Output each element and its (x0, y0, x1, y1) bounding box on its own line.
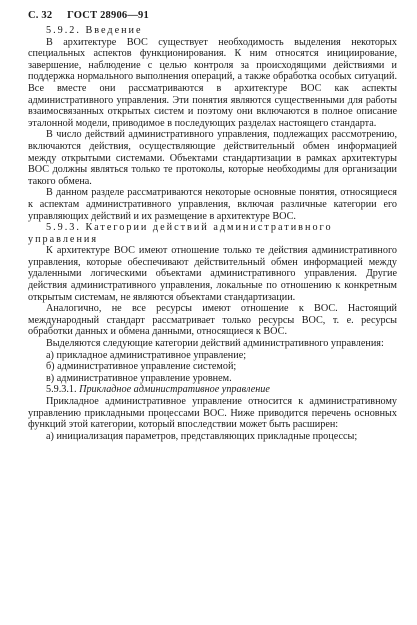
list-item: б) административное управление системой; (46, 361, 237, 373)
paragraph: В число действий административного управления, подлежащих рассмотрению, включаются действия, осуществляющие действительный обмен информацией между открытыми системами. Объектами стандартизации в рамках архитектуры ВОС должны являться только те протоколы, которые необходимы для организации такого обмена. (28, 129, 397, 187)
subsection-title: Прикладное административное управление (79, 384, 270, 396)
section-heading: 5.9.2. Введение (46, 25, 143, 36)
subsection-heading (28, 384, 397, 396)
paragraph: Прикладное административное управление относится к административному управлению прикладными процессами ВОС. Ниже приводится перечень основных функций этой категории, который впоследствии может быть расширен: (28, 396, 397, 431)
paragraph: Выделяются следующие категории действий административного управления: (46, 338, 384, 350)
section-heading: 5.9.3. Категории действий административного (46, 222, 333, 234)
document-body (28, 25, 397, 442)
page-number: С. 32 (28, 10, 53, 21)
section-heading-continuation: управления (28, 233, 99, 245)
paragraph: а) инициализация параметров, представляющих прикладные процессы; (46, 430, 358, 442)
paragraph: К архитектуре ВОС имеют отношение только те действия административного управления, которые обеспечивают действительный обмен информацией между удаленными логическими объектами административного управления. Другие действия административного управления, локальные по отношению к конкретным открытым системам, не являются объектами стандартизации. (28, 245, 397, 303)
list-item: в) административное управление уровнем. (46, 372, 232, 384)
standard-id: ГОСТ 28906—91 (67, 10, 149, 21)
list-item: а) прикладное административное управление; (46, 349, 247, 361)
subsection-number: 5.9.3.1. (46, 384, 77, 396)
paragraph: В архитектуре ВОС существует необходимость выделения некоторых специальных аспектов функционирования. К ним относятся инициирование, завершение, наблюдение с целью контроля за происходящими действиями и поддержка нормального выполнения операций, а также обработка особых ситуаций. Все вместе они рассматриваются в архитектуре ВОС как аспекты административного управления. Эти понятия являются существенными для работы взаимосвязанных открытых систем и поэтому они включаются в полное описание эталонной модели, приводимое в последующих разделах настоящего стандарта. (28, 36, 397, 129)
paragraph: Аналогично, не все ресурсы имеют отношение к ВОС. Настоящий международный стандарт рассматривает только ресурсы ВОС, т. е. ресурсы обработки данных и обмена данными, относящиеся к ВОС. (28, 303, 397, 338)
page-header (28, 10, 397, 21)
paragraph: В данном разделе рассматриваются некоторые основные понятия, относящиеся к аспектам административного управления, включая различные категории его управляющих действий и их размещение в архитектуре ВОС. (28, 187, 397, 222)
